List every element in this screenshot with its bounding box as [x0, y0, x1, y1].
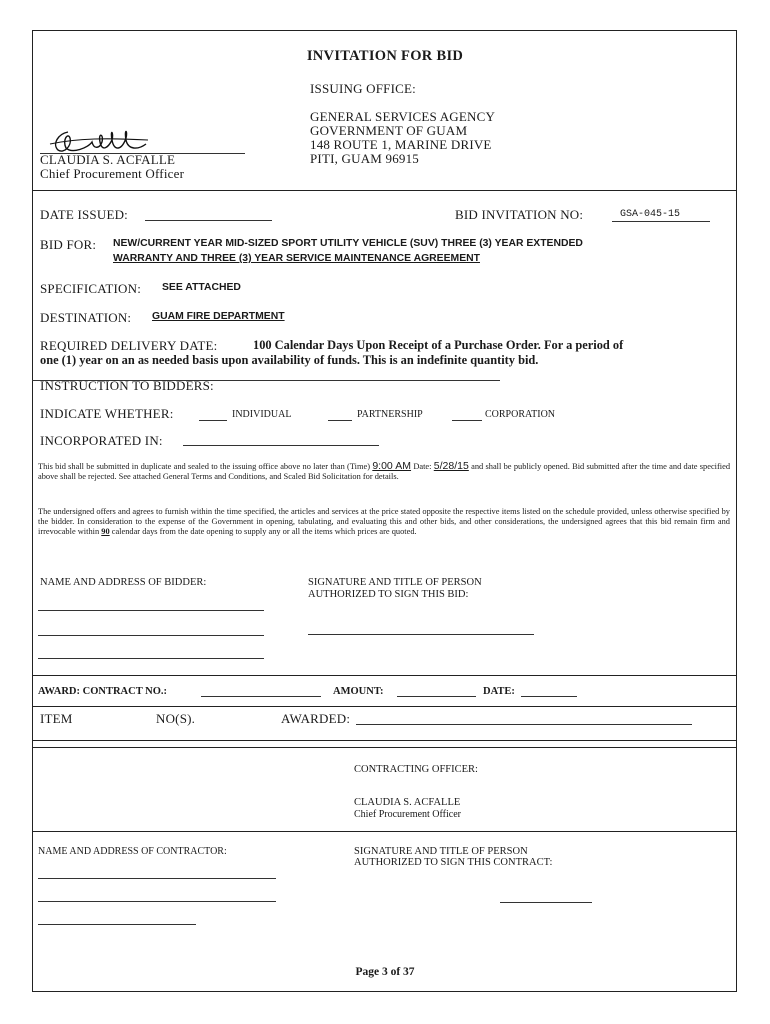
offer-days: 90 [101, 527, 110, 536]
award-divider [32, 706, 737, 707]
signer-title: Chief Procurement Officer [40, 166, 185, 181]
page-title: INVITATION FOR BID [306, 48, 464, 64]
contractor-line-2[interactable] [38, 901, 276, 902]
items-divider-2 [32, 747, 737, 748]
header-divider [32, 190, 737, 191]
incorporated-field[interactable] [183, 445, 379, 446]
bidder-line-1[interactable] [38, 610, 264, 611]
form-top-border [32, 30, 737, 31]
award-top-divider [32, 675, 737, 676]
contractor-divider [32, 831, 737, 832]
form-right-border [736, 30, 737, 992]
offer-text-b: calendar days from the date opening to supply any or all the items which prices are quoted. [111, 527, 417, 536]
bid-for-line-1: NEW/CURRENT YEAR MID-SIZED SPORT UTILITY VEHICLE (SUV) THREE (3) YEAR EXTENDED [113, 238, 583, 249]
bid-invitation-no: GSA-045-15 [620, 209, 681, 220]
bid-for-line-2: WARRANTY AND THREE (3) YEAR SERVICE MAINTENANCE AGREEMENT [113, 253, 480, 264]
item-label: ITEM [40, 711, 73, 726]
specification-value: SEE ATTACHED [162, 282, 241, 293]
incorporated-label: INCORPORATED IN: [40, 433, 163, 448]
award-date-label: DATE: [483, 686, 515, 697]
corporation-blank[interactable] [452, 420, 482, 421]
date-issued-label: DATE ISSUED: [40, 207, 128, 222]
officer-title: Chief Procurement Officer [354, 809, 461, 820]
bid-signature-label-2: AUTHORIZED TO SIGN THIS BID: [308, 589, 469, 600]
offer-paragraph [38, 507, 730, 537]
awarded-field[interactable] [356, 724, 692, 725]
contracting-officer-label: CONTRACTING OFFICER: [354, 764, 478, 775]
award-amount-label: AMOUNT: [333, 686, 384, 697]
contract-signature-label-1: SIGNATURE AND TITLE OF PERSON [354, 846, 528, 857]
submission-text-c: and shall be publicly opened. Bid submitted after the time and date specified above shall be rejected. See attached General Terms and Conditions, and Scaled Bid Solicitation for details. [38, 462, 731, 481]
submission-paragraph [38, 461, 730, 482]
delivery-line-1: 100 Calendar Days Upon Receipt of a Purchase Order. For a period of [253, 338, 624, 352]
bidder-line-3[interactable] [38, 658, 264, 659]
option-corporation: CORPORATION [485, 409, 556, 420]
award-contract-label: AWARD: CONTRACT NO.: [38, 686, 168, 697]
submission-text-b: Date: [413, 462, 432, 471]
destination-value: GUAM FIRE DEPARTMENT [152, 311, 285, 322]
contract-no-field[interactable] [201, 696, 321, 697]
indicate-label: INDICATE WHETHER: [40, 406, 174, 421]
date-issued-field[interactable] [145, 220, 272, 221]
items-divider-1 [32, 740, 737, 741]
officer-name: CLAUDIA S. ACFALLE [354, 797, 461, 808]
destination-label: DESTINATION: [40, 310, 132, 325]
bidder-label: NAME AND ADDRESS OF BIDDER: [40, 577, 207, 588]
specification-label: SPECIFICATION: [40, 281, 142, 296]
agency-line-2: GOVERNMENT OF GUAM [310, 123, 468, 138]
submission-text-a: This bid shall be submitted in duplicate and sealed to the issuing office above no later than (Time) [38, 462, 371, 471]
contract-signature-line[interactable] [500, 902, 592, 903]
agency-line-4: PITI, GUAM 96915 [310, 151, 420, 166]
page-number: Page 3 of 37 [355, 966, 415, 978]
issuing-office-label: ISSUING OFFICE: [310, 81, 416, 96]
bid-invitation-no-line [612, 221, 710, 222]
signer-name: CLAUDIA S. ACFALLE [40, 152, 176, 167]
award-date-field[interactable] [521, 696, 577, 697]
agency-line-3: 148 ROUTE 1, MARINE DRIVE [310, 137, 492, 152]
submission-time: 9:00 AM [372, 460, 412, 472]
offer-text-a: The undersigned offers and agrees to furnish within the time specified, the articles and services at the price stated opposite the respective items listed on the schedule provided, unless otherwise specified by the bidder. In consideration to the expense of the Government in opening, tabulating, and evaluating this and other bids, and other considerations, the undersigned agrees that this bid remain firm and irrevocable within [38, 507, 730, 536]
contractor-label: NAME AND ADDRESS OF CONTRACTOR: [38, 846, 227, 857]
form-bottom-border [32, 991, 737, 992]
bid-invitation-no-label: BID INVITATION NO: [455, 207, 584, 222]
delivery-line-2: one (1) year on an as needed basis upon availability of funds. This is an indefinite quantity bid. [40, 353, 539, 367]
bid-for-label: BID FOR: [40, 237, 97, 252]
bid-signature-line[interactable] [308, 634, 534, 635]
partnership-blank[interactable] [328, 420, 352, 421]
contractor-line-1[interactable] [38, 878, 276, 879]
awarded-label: AWARDED: [281, 711, 351, 726]
individual-blank[interactable] [199, 420, 227, 421]
bid-signature-label-1: SIGNATURE AND TITLE OF PERSON [308, 577, 482, 588]
instruction-label: INSTRUCTION TO BIDDERS: [40, 378, 214, 393]
submission-date: 5/28/15 [433, 460, 469, 472]
agency-line-1: GENERAL SERVICES AGENCY [310, 109, 496, 124]
bidder-line-2[interactable] [38, 635, 264, 636]
option-partnership: PARTNERSHIP [357, 409, 423, 420]
delivery-label: REQUIRED DELIVERY DATE: [40, 338, 218, 353]
form-left-border [32, 30, 33, 992]
contract-signature-label-2: AUTHORIZED TO SIGN THIS CONTRACT: [354, 857, 553, 868]
nos-label: NO(S). [156, 711, 196, 726]
amount-field[interactable] [397, 696, 476, 697]
contractor-line-3[interactable] [38, 924, 196, 925]
instruction-rule [32, 380, 500, 381]
option-individual: INDIVIDUAL [232, 409, 292, 420]
